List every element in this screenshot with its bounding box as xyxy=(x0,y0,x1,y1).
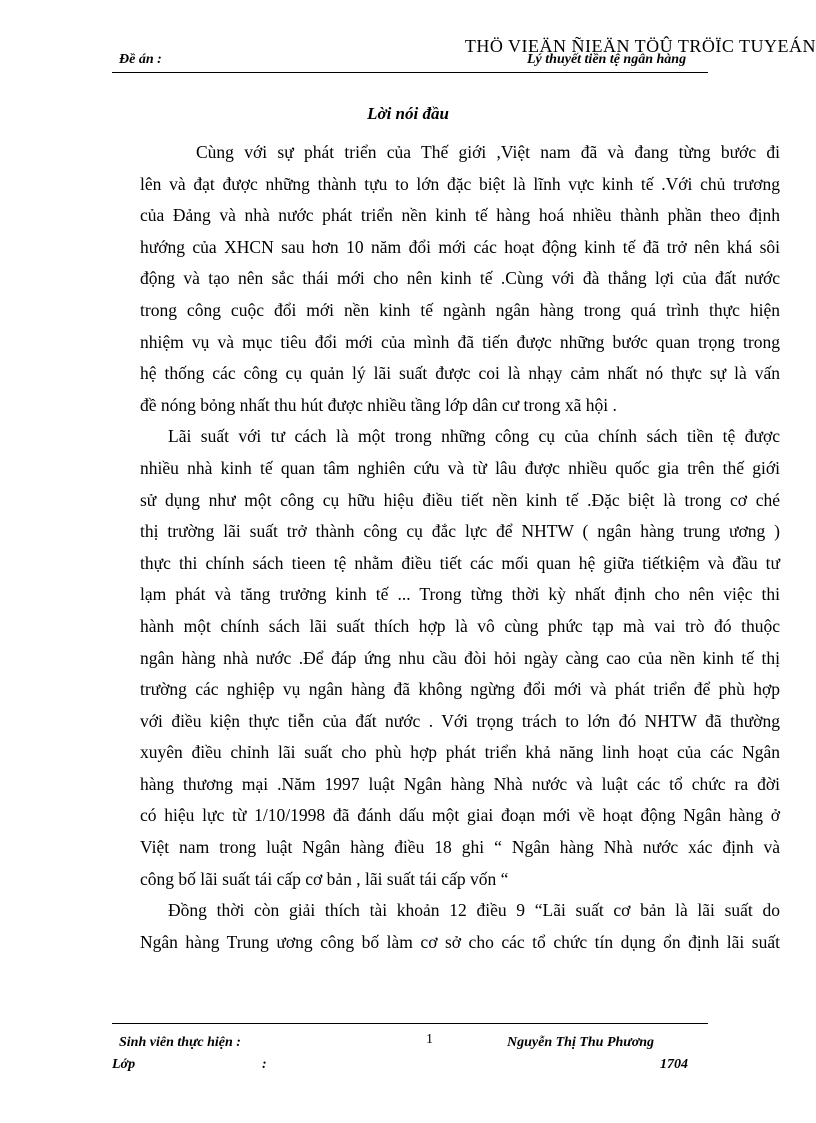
footer-class-colon: : xyxy=(262,1057,267,1072)
header-divider xyxy=(112,72,708,73)
text-line: nhiều nhà kinh tế quan tâm nghiên cứu và từ lâu được nhiều quốc gia trên thế giới xyxy=(140,457,780,478)
text-line: xuyên điều chỉnh lãi suất cho phù hợp phát triển khả năng linh hoạt của các Ngân xyxy=(140,742,780,763)
text-line: sử dụng như một công cụ hữu hiệu điều tiết nền kinh tế .Đặc biệt là trong cơ ché xyxy=(140,489,780,510)
text-line: thực thi chính sách tieen tệ nhằm điều tiết các mối quan hệ giữa tiếtkiệm và đầu tư xyxy=(140,552,780,573)
page-title: Lời nói đầu xyxy=(367,104,449,123)
text-line: Đồng thời còn giải thích tài khoản 12 điều 9 “Lãi suất cơ bản là lãi suất do xyxy=(168,900,780,921)
footer-class-label: Lớp xyxy=(112,1057,136,1072)
footer-class-value: 1704 xyxy=(660,1057,688,1072)
footer-student-label: Sinh viên thực hiện : xyxy=(119,1035,241,1050)
text-line: trong công cuộc đổi mới nền kinh tế ngành ngân hàng trong quá trình thực hiện xyxy=(140,299,780,320)
header-right: Lý thuyết tiền tệ ngân hàng xyxy=(527,52,687,67)
text-line: lên và đạt được những thành tựu to lớn đặc biệt là lĩnh vực kinh tế .Với chủ trương xyxy=(140,173,780,194)
text-line: hướng của XHCN sau hơn 10 năm đổi mới các hoạt động kinh tế đã trở nên khá sôi xyxy=(140,236,780,257)
text-line: nhiệm vụ và mục tiêu đổi mới của mình đã tiến được những bước quan trọng trong xyxy=(140,331,780,352)
text-line: Ngân hàng Trung ương công bố làm cơ sở cho các tổ chức tín dụng ổn định lãi suất xyxy=(140,931,780,952)
text-line: hàng thương mại .Năm 1997 luật Ngân hàng Nhà nước và luật các tổ chức ra đời xyxy=(140,773,780,794)
text-line: Việt nam trong luật Ngân hàng điều 18 ghi “ Ngân hàng Nhà nước xác định và xyxy=(140,837,780,858)
text-line: ngân hàng nhà nước .Để đáp ứng nhu cầu đòi hỏi ngày càng cao của nền kinh tế thị xyxy=(140,647,780,668)
text-line: trường các nghiệp vụ ngân hàng đã không ngừng đổi mới và phát triển để phù hợp xyxy=(140,679,780,700)
text-line: thị trường lãi suất trở thành công cụ đắc lực để NHTW ( ngân hàng trung ương ) xyxy=(140,521,780,542)
text-line: hành một chính sách lãi suất thích hợp là vô cùng phức tạp mà vai trò đó thuộc xyxy=(140,615,780,636)
watermark-text: THÖ VIEÄN ÑIEÄN TÖÛ TRÖÏC TUYEÁN xyxy=(464,36,816,56)
text-line: công bố lãi suất tái cấp cơ bản , lãi suất tái cấp vốn “ xyxy=(140,868,509,889)
header-left: Đề án : xyxy=(119,52,162,67)
paragraph-2 xyxy=(140,421,780,895)
text-line: có hiệu lực từ 1/10/1998 đã đánh dấu một giai đoạn mới về hoạt động Ngân hàng ở xyxy=(140,805,780,826)
text-line: động và tạo nên sắc thái mới cho nên kinh tế .Cùng với đà thắng lợi của đất nước xyxy=(140,268,780,289)
footer-student-name: Nguyễn Thị Thu Phương xyxy=(507,1035,654,1050)
text-line: Lãi suất với tư cách là một trong những công cụ của chính sách tiền tệ được xyxy=(168,426,780,447)
text-line: với điều kiện thực tiễn của đất nước . Với trọng trách to lớn đó NHTW đã thường xyxy=(140,710,780,731)
page-number: 1 xyxy=(426,1032,433,1047)
text-line: của Đảng và nhà nước phát triển nền kinh tế hàng hoá nhiều thành phần theo định xyxy=(140,205,780,226)
text-line: đề nóng bỏng nhất thu hút được nhiều tầng lớp dân cư trong xã hội . xyxy=(140,394,617,415)
text-line: hệ thống các công cụ quản lý lãi suất được coi là nhạy cảm nhất nó thực sự là vấn xyxy=(140,363,780,384)
footer-divider xyxy=(112,1023,708,1024)
paragraph-3 xyxy=(140,895,780,958)
text-line: lạm phát và tăng trưởng kinh tế ... Trong từng thời kỳ nhất định cho nên việc thi xyxy=(140,584,780,605)
text-line: Cùng với sự phát triển của Thế giới ,Việt nam đã và đang từng bước đi xyxy=(196,142,780,162)
paragraph-1 xyxy=(140,137,780,421)
document-body xyxy=(140,137,780,958)
